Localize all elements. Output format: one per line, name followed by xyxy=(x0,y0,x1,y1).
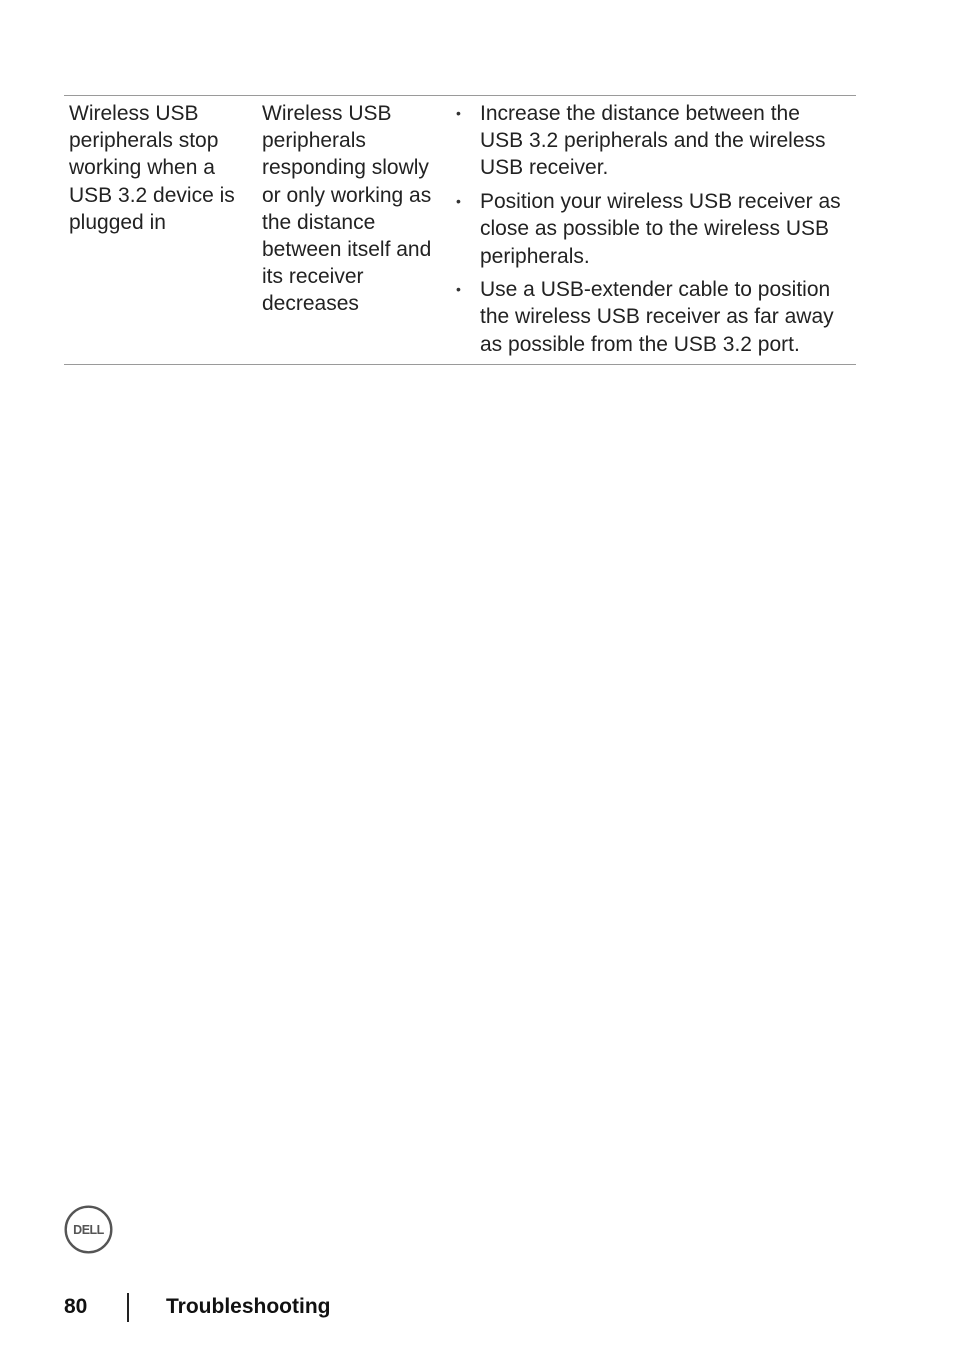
symptom-line: decreases xyxy=(262,292,359,316)
section-title: Troubleshooting xyxy=(166,1295,331,1318)
solution-line: Increase the distance between the xyxy=(480,102,800,125)
solution-item xyxy=(447,100,856,182)
symptom-line: the distance xyxy=(262,210,376,234)
symptom-line: responding slowly xyxy=(262,156,429,180)
page-number: 80 xyxy=(64,1295,88,1318)
solution-line: as possible from the USB 3.2 port. xyxy=(480,332,800,356)
footer-divider xyxy=(127,1293,129,1322)
solution-line: the wireless USB receiver as far away xyxy=(480,305,834,329)
solution-item xyxy=(447,276,856,358)
solution-cell xyxy=(447,100,856,358)
bullet-icon: • xyxy=(456,193,461,210)
dell-logo-text: DELL xyxy=(73,1223,104,1237)
symptom-line: Wireless USB xyxy=(262,102,392,125)
symptom-cell xyxy=(257,100,447,358)
troubleshooting-table xyxy=(64,95,856,365)
solution-line: Use a USB-extender cable to position xyxy=(480,278,831,302)
solution-line: Position your wireless USB receiver as xyxy=(480,190,841,214)
bullet-icon: • xyxy=(456,105,461,121)
problem-cell xyxy=(64,100,257,358)
bullet-icon: • xyxy=(456,281,461,298)
symptom-line: between itself and xyxy=(262,238,432,262)
problem-line: working when a xyxy=(69,156,215,180)
dell-logo xyxy=(64,1205,113,1254)
solution-line: close as possible to the wireless USB xyxy=(480,217,829,241)
problem-line: peripherals stop xyxy=(69,129,219,153)
symptom-line: peripherals xyxy=(262,129,366,153)
problem-line: Wireless USB xyxy=(69,102,199,125)
problem-line: USB 3.2 device is xyxy=(69,183,235,207)
solution-line: USB receiver. xyxy=(480,156,609,180)
symptom-line: or only working as xyxy=(262,183,432,207)
solution-line: peripherals. xyxy=(480,244,590,268)
solution-list xyxy=(447,100,856,358)
solution-item xyxy=(447,188,856,270)
symptom-line: its receiver xyxy=(262,265,364,289)
problem-line: plugged in xyxy=(69,210,166,234)
solution-line: USB 3.2 peripherals and the wireless xyxy=(480,129,826,153)
